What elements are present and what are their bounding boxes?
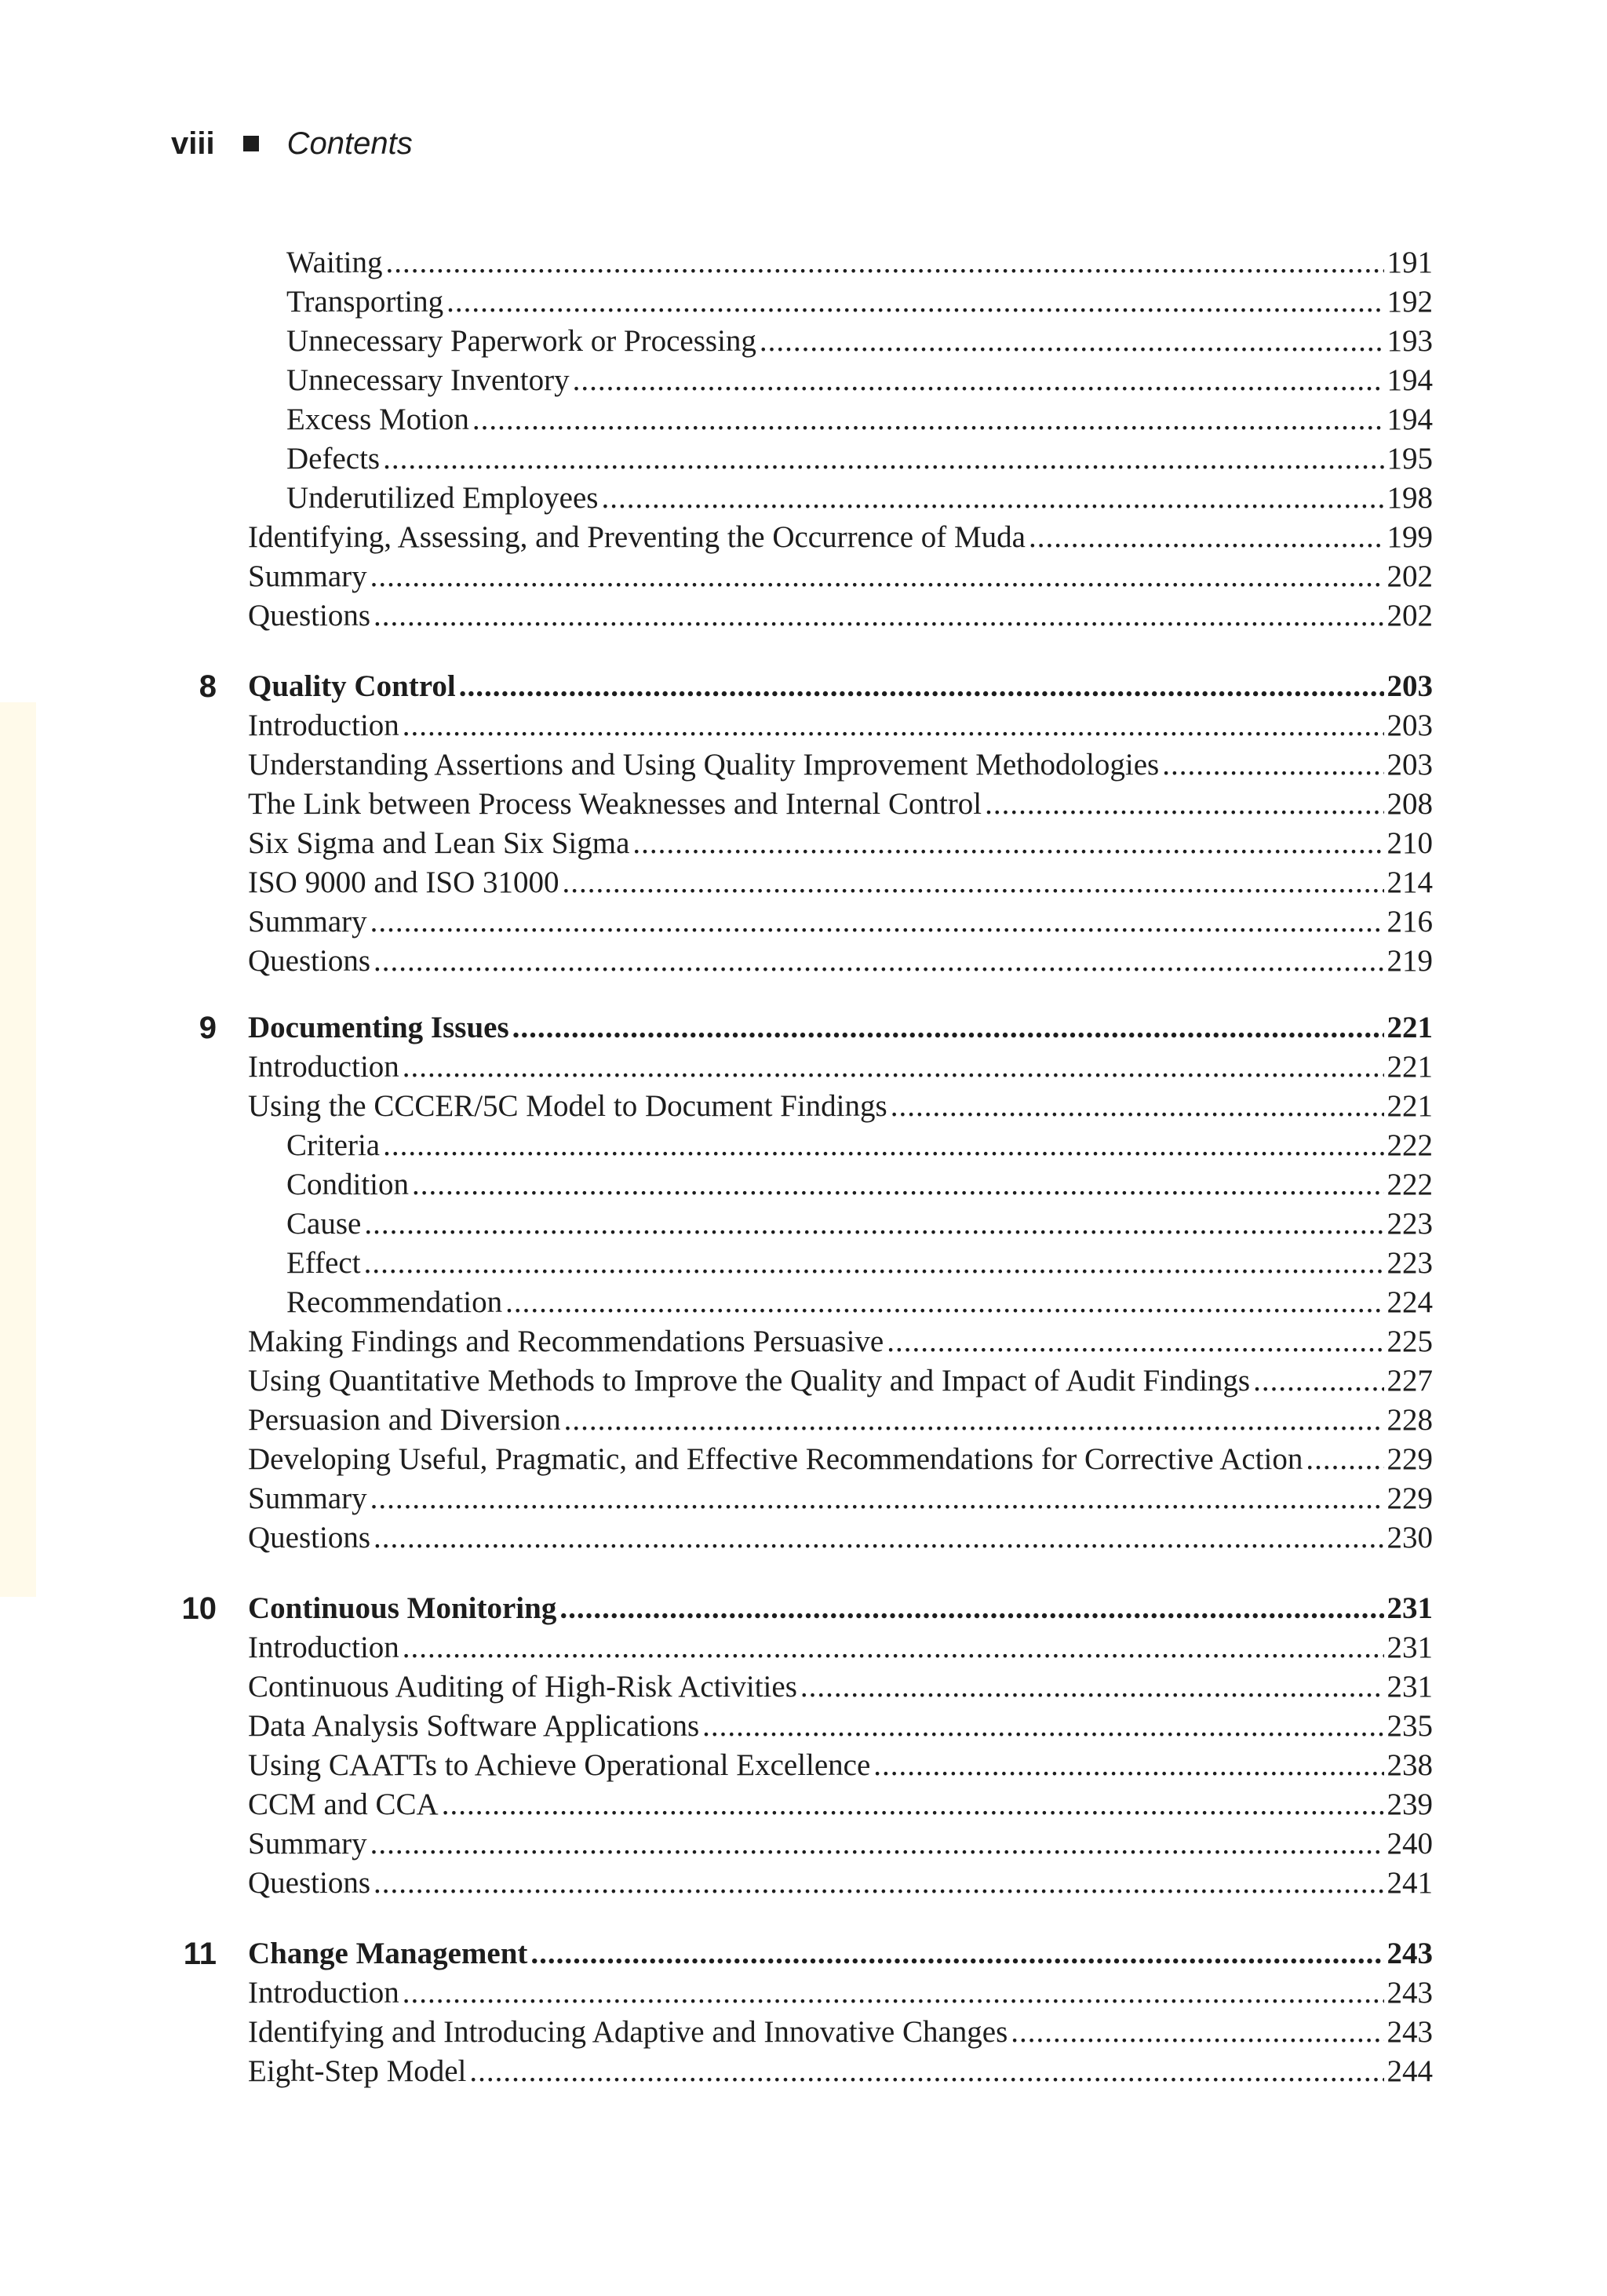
toc-entry[interactable] bbox=[248, 596, 1433, 636]
toc-entry-label: Transporting bbox=[286, 285, 444, 319]
toc-entry[interactable] bbox=[248, 1667, 1433, 1707]
toc-entry[interactable] bbox=[286, 479, 1433, 518]
square-bullet-icon bbox=[243, 136, 259, 151]
toc-chapter-entry[interactable] bbox=[248, 1934, 1433, 1973]
toc-entry[interactable] bbox=[248, 1518, 1433, 1558]
toc-entry[interactable] bbox=[286, 1283, 1433, 1322]
toc-entry[interactable] bbox=[286, 361, 1433, 400]
toc-entry-label: Effect bbox=[286, 1246, 361, 1280]
toc-entry[interactable] bbox=[248, 824, 1433, 863]
toc-entry-label: Questions bbox=[248, 1866, 370, 1900]
toc-entry[interactable] bbox=[248, 1479, 1433, 1518]
chapter-number: 9 bbox=[199, 1011, 217, 1045]
toc-entry-label: Summary bbox=[248, 559, 367, 593]
toc-entry-label: Using Quantitative Methods to Improve the Quality and Impact of Audit Findings bbox=[248, 1364, 1251, 1398]
chapter-number: 10 bbox=[181, 1591, 217, 1626]
toc-chapter-title: Documenting Issues bbox=[248, 1011, 509, 1044]
toc-entry[interactable] bbox=[248, 1322, 1433, 1361]
toc-entry[interactable] bbox=[248, 902, 1433, 942]
toc-entry-label: Continuous Auditing of High-Risk Activities bbox=[248, 1670, 797, 1704]
toc-entry-page: 203 bbox=[1387, 748, 1433, 782]
toc-entry[interactable] bbox=[286, 322, 1433, 361]
toc-entry-page: 202 bbox=[1387, 599, 1433, 632]
toc-entry-page: 227 bbox=[1387, 1364, 1433, 1398]
toc-entry-page: 223 bbox=[1387, 1246, 1433, 1280]
toc-entry[interactable] bbox=[286, 439, 1433, 479]
toc-entry-page: 198 bbox=[1387, 481, 1433, 515]
toc-entry[interactable] bbox=[286, 1204, 1433, 1244]
toc-entry-label: Defects bbox=[286, 442, 381, 476]
toc-entry-label: Using CAATTs to Achieve Operational Excellence bbox=[248, 1748, 871, 1782]
toc-entry-page: 228 bbox=[1387, 1403, 1433, 1437]
toc-entry-page: 222 bbox=[1387, 1168, 1433, 1201]
toc-entry[interactable] bbox=[248, 1824, 1433, 1864]
toc-entry-label: Waiting bbox=[286, 246, 383, 279]
toc-entry-page: 231 bbox=[1387, 1631, 1433, 1664]
toc-entry-page: 230 bbox=[1387, 1521, 1433, 1554]
section-title: Contents bbox=[286, 126, 413, 161]
toc-chapter-entry[interactable] bbox=[248, 1008, 1433, 1048]
toc-entry-page: 243 bbox=[1387, 2015, 1433, 2049]
toc-entry-label: Developing Useful, Pragmatic, and Effective Recommendations for Corrective Action bbox=[248, 1442, 1303, 1476]
toc-entry[interactable] bbox=[286, 1126, 1433, 1165]
toc-entry-page: 203 bbox=[1387, 709, 1433, 742]
toc-entry-label: Eight-Step Model bbox=[248, 2054, 467, 2088]
toc-entry[interactable] bbox=[248, 1864, 1433, 1903]
toc-entry-page: 241 bbox=[1387, 1866, 1433, 1900]
toc-entry-page: 194 bbox=[1387, 363, 1433, 397]
page-edge-strip bbox=[0, 702, 36, 1597]
toc-entry-page: 243 bbox=[1387, 1937, 1433, 1970]
toc-entry[interactable] bbox=[286, 1244, 1433, 1283]
toc-entry[interactable] bbox=[248, 2052, 1433, 2091]
toc-entry-page: 199 bbox=[1387, 520, 1433, 554]
toc-entry-page: 231 bbox=[1387, 1670, 1433, 1704]
toc-entry[interactable] bbox=[248, 1785, 1433, 1824]
toc-entry-page: 240 bbox=[1387, 1827, 1433, 1860]
toc-entry-page: 202 bbox=[1387, 559, 1433, 593]
toc-entry-label: Understanding Assertions and Using Quality Improvement Methodologies bbox=[248, 748, 1160, 782]
toc-chapter-title: Continuous Monitoring bbox=[248, 1591, 557, 1625]
toc-entry-label: Making Findings and Recommendations Persuasive bbox=[248, 1325, 884, 1358]
toc-entry[interactable] bbox=[248, 1087, 1433, 1126]
toc-entry-label: Persuasion and Diversion bbox=[248, 1403, 561, 1437]
toc-entry-page: 221 bbox=[1387, 1011, 1433, 1044]
toc-entry[interactable] bbox=[248, 2013, 1433, 2052]
toc-entry-page: 222 bbox=[1387, 1128, 1433, 1162]
toc-entry[interactable] bbox=[248, 1401, 1433, 1440]
toc-entry[interactable] bbox=[286, 400, 1433, 439]
toc-entry-page: 219 bbox=[1387, 944, 1433, 978]
toc-entry-page: 203 bbox=[1387, 669, 1433, 703]
toc-entry-page: 238 bbox=[1387, 1748, 1433, 1782]
toc-entry-page: 239 bbox=[1387, 1788, 1433, 1821]
toc-entry-label: Condition bbox=[286, 1168, 410, 1201]
toc-entry-label: Introduction bbox=[248, 1976, 399, 2010]
toc-entry-page: 243 bbox=[1387, 1976, 1433, 2010]
toc-entry-label: Unnecessary Paperwork or Processing bbox=[286, 324, 756, 358]
toc-entry[interactable] bbox=[248, 1973, 1433, 2013]
toc-entry[interactable] bbox=[248, 1361, 1433, 1401]
chapter-number: 11 bbox=[183, 1937, 217, 1971]
toc-entry-page: 221 bbox=[1387, 1050, 1433, 1084]
toc-chapter-entry[interactable] bbox=[248, 667, 1433, 706]
toc-entry-label: Recommendation bbox=[286, 1285, 503, 1319]
toc-entry[interactable] bbox=[248, 1707, 1433, 1746]
toc-entry[interactable] bbox=[248, 942, 1433, 981]
toc-entry-page: 235 bbox=[1387, 1709, 1433, 1743]
toc-entry-label: The Link between Process Weaknesses and Internal Control bbox=[248, 787, 982, 821]
toc-entry-label: Criteria bbox=[286, 1128, 381, 1162]
toc-entry-label: ISO 9000 and ISO 31000 bbox=[248, 866, 559, 899]
toc-entry-page: 216 bbox=[1387, 905, 1433, 938]
toc-entry-page: 191 bbox=[1387, 246, 1433, 279]
toc-entry[interactable] bbox=[248, 1746, 1433, 1785]
toc-entry-label: Identifying, Assessing, and Preventing the Occurrence of Muda bbox=[248, 520, 1026, 554]
toc-entry-page: 223 bbox=[1387, 1207, 1433, 1241]
toc-entry-label: Questions bbox=[248, 1521, 370, 1554]
toc-entry-page: 192 bbox=[1387, 285, 1433, 319]
toc-entry-page: 193 bbox=[1387, 324, 1433, 358]
toc-entry-label: Underutilized Employees bbox=[286, 481, 599, 515]
toc-entry-label: Using the CCCER/5C Model to Document Findings bbox=[248, 1089, 887, 1123]
toc-entry[interactable] bbox=[248, 1440, 1433, 1479]
toc-entry-label: Questions bbox=[248, 599, 370, 632]
toc-entry-label: Six Sigma and Lean Six Sigma bbox=[248, 826, 630, 860]
toc-entry-page: 221 bbox=[1387, 1089, 1433, 1123]
toc-entry-page: 231 bbox=[1387, 1591, 1433, 1625]
toc-chapter-title: Quality Control bbox=[248, 669, 456, 703]
toc-entry-label: Cause bbox=[286, 1207, 362, 1241]
toc-entry-label: Introduction bbox=[248, 1050, 399, 1084]
toc-entry-page: 194 bbox=[1387, 403, 1433, 436]
toc-entry-page: 224 bbox=[1387, 1285, 1433, 1319]
toc-entry[interactable] bbox=[248, 863, 1433, 902]
toc-entry-label: Unnecessary Inventory bbox=[286, 363, 570, 397]
toc-entry-label: CCM and CCA bbox=[248, 1788, 439, 1821]
toc-entry-page: 229 bbox=[1387, 1442, 1433, 1476]
toc-entry-label: Summary bbox=[248, 1481, 367, 1515]
toc-entry-page: 225 bbox=[1387, 1325, 1433, 1358]
toc-entry-label: Data Analysis Software Applications bbox=[248, 1709, 700, 1743]
toc-entry[interactable] bbox=[248, 785, 1433, 824]
running-head bbox=[171, 124, 413, 163]
toc-entry[interactable] bbox=[248, 518, 1433, 557]
toc-entry-page: 214 bbox=[1387, 866, 1433, 899]
toc-entry[interactable] bbox=[248, 557, 1433, 596]
toc-chapter-title: Change Management bbox=[248, 1937, 528, 1970]
toc-entry[interactable] bbox=[286, 243, 1433, 282]
toc-entry-label: Summary bbox=[248, 1827, 367, 1860]
toc-entry-page: 229 bbox=[1387, 1481, 1433, 1515]
toc-entry[interactable] bbox=[248, 706, 1433, 745]
toc-entry-label: Introduction bbox=[248, 709, 399, 742]
toc-chapter-entry[interactable] bbox=[248, 1589, 1433, 1628]
toc-entry-page: 244 bbox=[1387, 2054, 1433, 2088]
toc-entry-label: Excess Motion bbox=[286, 403, 469, 436]
toc-entry-label: Identifying and Introducing Adaptive and Innovative Changes bbox=[248, 2015, 1008, 2049]
toc-entry-label: Summary bbox=[248, 905, 367, 938]
toc-entry-page: 210 bbox=[1387, 826, 1433, 860]
toc-entry[interactable] bbox=[248, 1048, 1433, 1087]
toc-entry[interactable] bbox=[286, 282, 1433, 322]
chapter-number: 8 bbox=[199, 669, 217, 704]
page-folio: viii bbox=[171, 126, 215, 161]
toc-entry-label: Introduction bbox=[248, 1631, 399, 1664]
toc-entry[interactable] bbox=[248, 745, 1433, 785]
toc-entry[interactable] bbox=[286, 1165, 1433, 1204]
toc-entry[interactable] bbox=[248, 1628, 1433, 1667]
toc-entry-page: 195 bbox=[1387, 442, 1433, 476]
toc-entry-page: 208 bbox=[1387, 787, 1433, 821]
toc-entry-label: Questions bbox=[248, 944, 370, 978]
